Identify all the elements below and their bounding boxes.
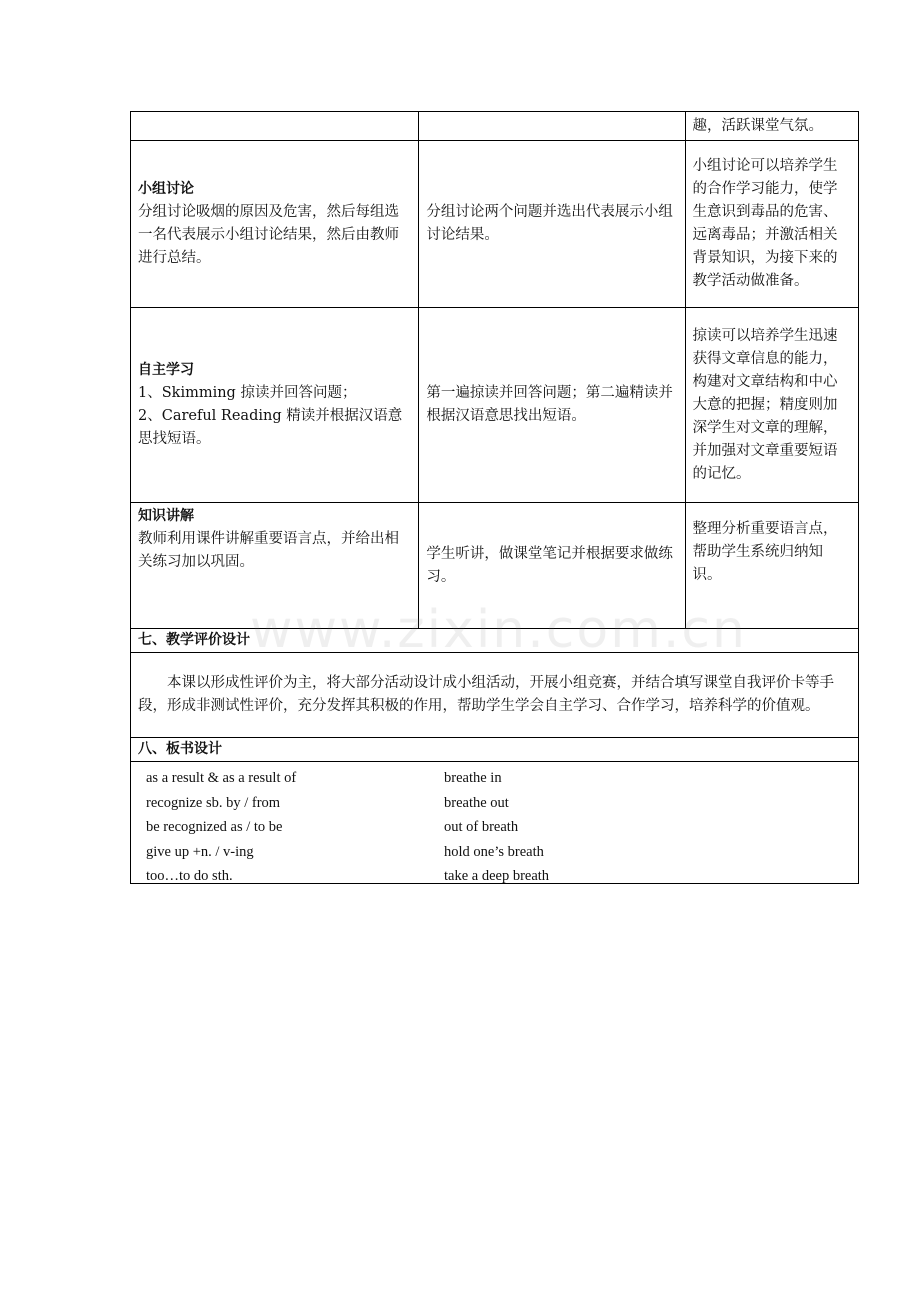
activity-title: 小组讨论 (138, 181, 194, 197)
phrase: as a result & as a result of (146, 770, 297, 786)
board-right-column (444, 766, 549, 889)
teacher-activity-cell (131, 503, 419, 629)
phrase: breathe in (444, 770, 502, 786)
activity-text: 教师利用课件讲解重要语言点，并给出相关练习加以巩固。 (138, 531, 399, 570)
board-left-column (146, 766, 296, 889)
section-7-title: 七、教学评价设计 (138, 632, 250, 648)
section-body-row (131, 653, 859, 738)
lesson-plan-table (130, 111, 859, 884)
section-heading-row (131, 738, 859, 762)
phrase: too…to do sth. (146, 868, 233, 884)
phrase: hold one’s breath (444, 843, 544, 860)
table-row (131, 141, 859, 308)
phrase: give up +n. / v-ing (146, 843, 254, 860)
section-heading-cell (131, 629, 859, 653)
activity-title: 自主学习 (138, 362, 194, 378)
teacher-activity-cell (131, 308, 419, 503)
student-activity-cell (419, 308, 685, 503)
student-activity-cell (419, 141, 685, 308)
phrase: recognize sb. by / from (146, 794, 281, 811)
phrase: take a deep breath (444, 868, 550, 884)
board-design-cell (131, 762, 859, 884)
section-heading-cell (131, 738, 859, 762)
activity-step-1: 1、Skimming 掠读并回答问题； (138, 385, 357, 401)
design-intent-text: 掠读可以培养学生迅速获得文章信息的能力，构建对文章结构和中心大意的把握；精度则加深学生对文章的理解，并加强对文章重要短语的记忆。 (692, 327, 838, 482)
watermark: www.zixin.com.cn (250, 600, 747, 660)
design-intent-text: 趣，活跃课堂气氛。 (692, 117, 823, 134)
design-intent-text: 小组讨论可以培养学生的合作学习能力，使学生意识到毒品的危害、远离毒品；并激活相关背景知识，为接下来的教学活动做准备。 (692, 158, 838, 289)
table-cell (419, 112, 685, 141)
section-heading-row (131, 629, 859, 653)
design-intent-cell (685, 503, 859, 629)
design-intent-cell (685, 141, 859, 308)
student-activity-text: 分组讨论两个问题并选出代表展示小组讨论结果。 (426, 204, 673, 243)
student-activity-text: 学生听讲，做课堂笔记并根据要求做练习。 (426, 545, 673, 585)
phrase: out of breath (444, 819, 519, 835)
table-row (131, 112, 859, 141)
phrase: be recognized as / to be (146, 819, 283, 835)
table-row (131, 308, 859, 503)
activity-title: 知识讲解 (138, 508, 194, 524)
design-intent-text: 整理分析重要语言点，帮助学生系统归纳知识。 (692, 521, 838, 583)
activity-step-2: 2、Careful Reading 精读并根据汉语意思找短语。 (138, 408, 403, 447)
student-activity-cell (419, 503, 685, 629)
board-design-row (131, 762, 859, 884)
table-row (131, 503, 859, 629)
design-intent-cell (685, 308, 859, 503)
evaluation-text: 本课以形成性评价为主，将大部分活动设计成小组活动，开展小组竞赛，并结合填写课堂自我评价卡等手段，形成非测试性评价，充分发挥其积极的作用，帮助学生学会自主学习、合作学习，培养科学的价值观。 (131, 653, 859, 738)
table-cell (131, 112, 419, 141)
teacher-activity-cell (131, 141, 419, 308)
section-8-title: 八、板书设计 (138, 741, 222, 757)
student-activity-text: 第一遍掠读并回答问题；第二遍精读并根据汉语意思找出短语。 (426, 385, 673, 424)
table-cell (685, 112, 859, 141)
phrase: breathe out (444, 794, 509, 811)
activity-text: 分组讨论吸烟的原因及危害，然后每组选一名代表展示小组讨论结果，然后由教师进行总结。 (138, 204, 399, 266)
